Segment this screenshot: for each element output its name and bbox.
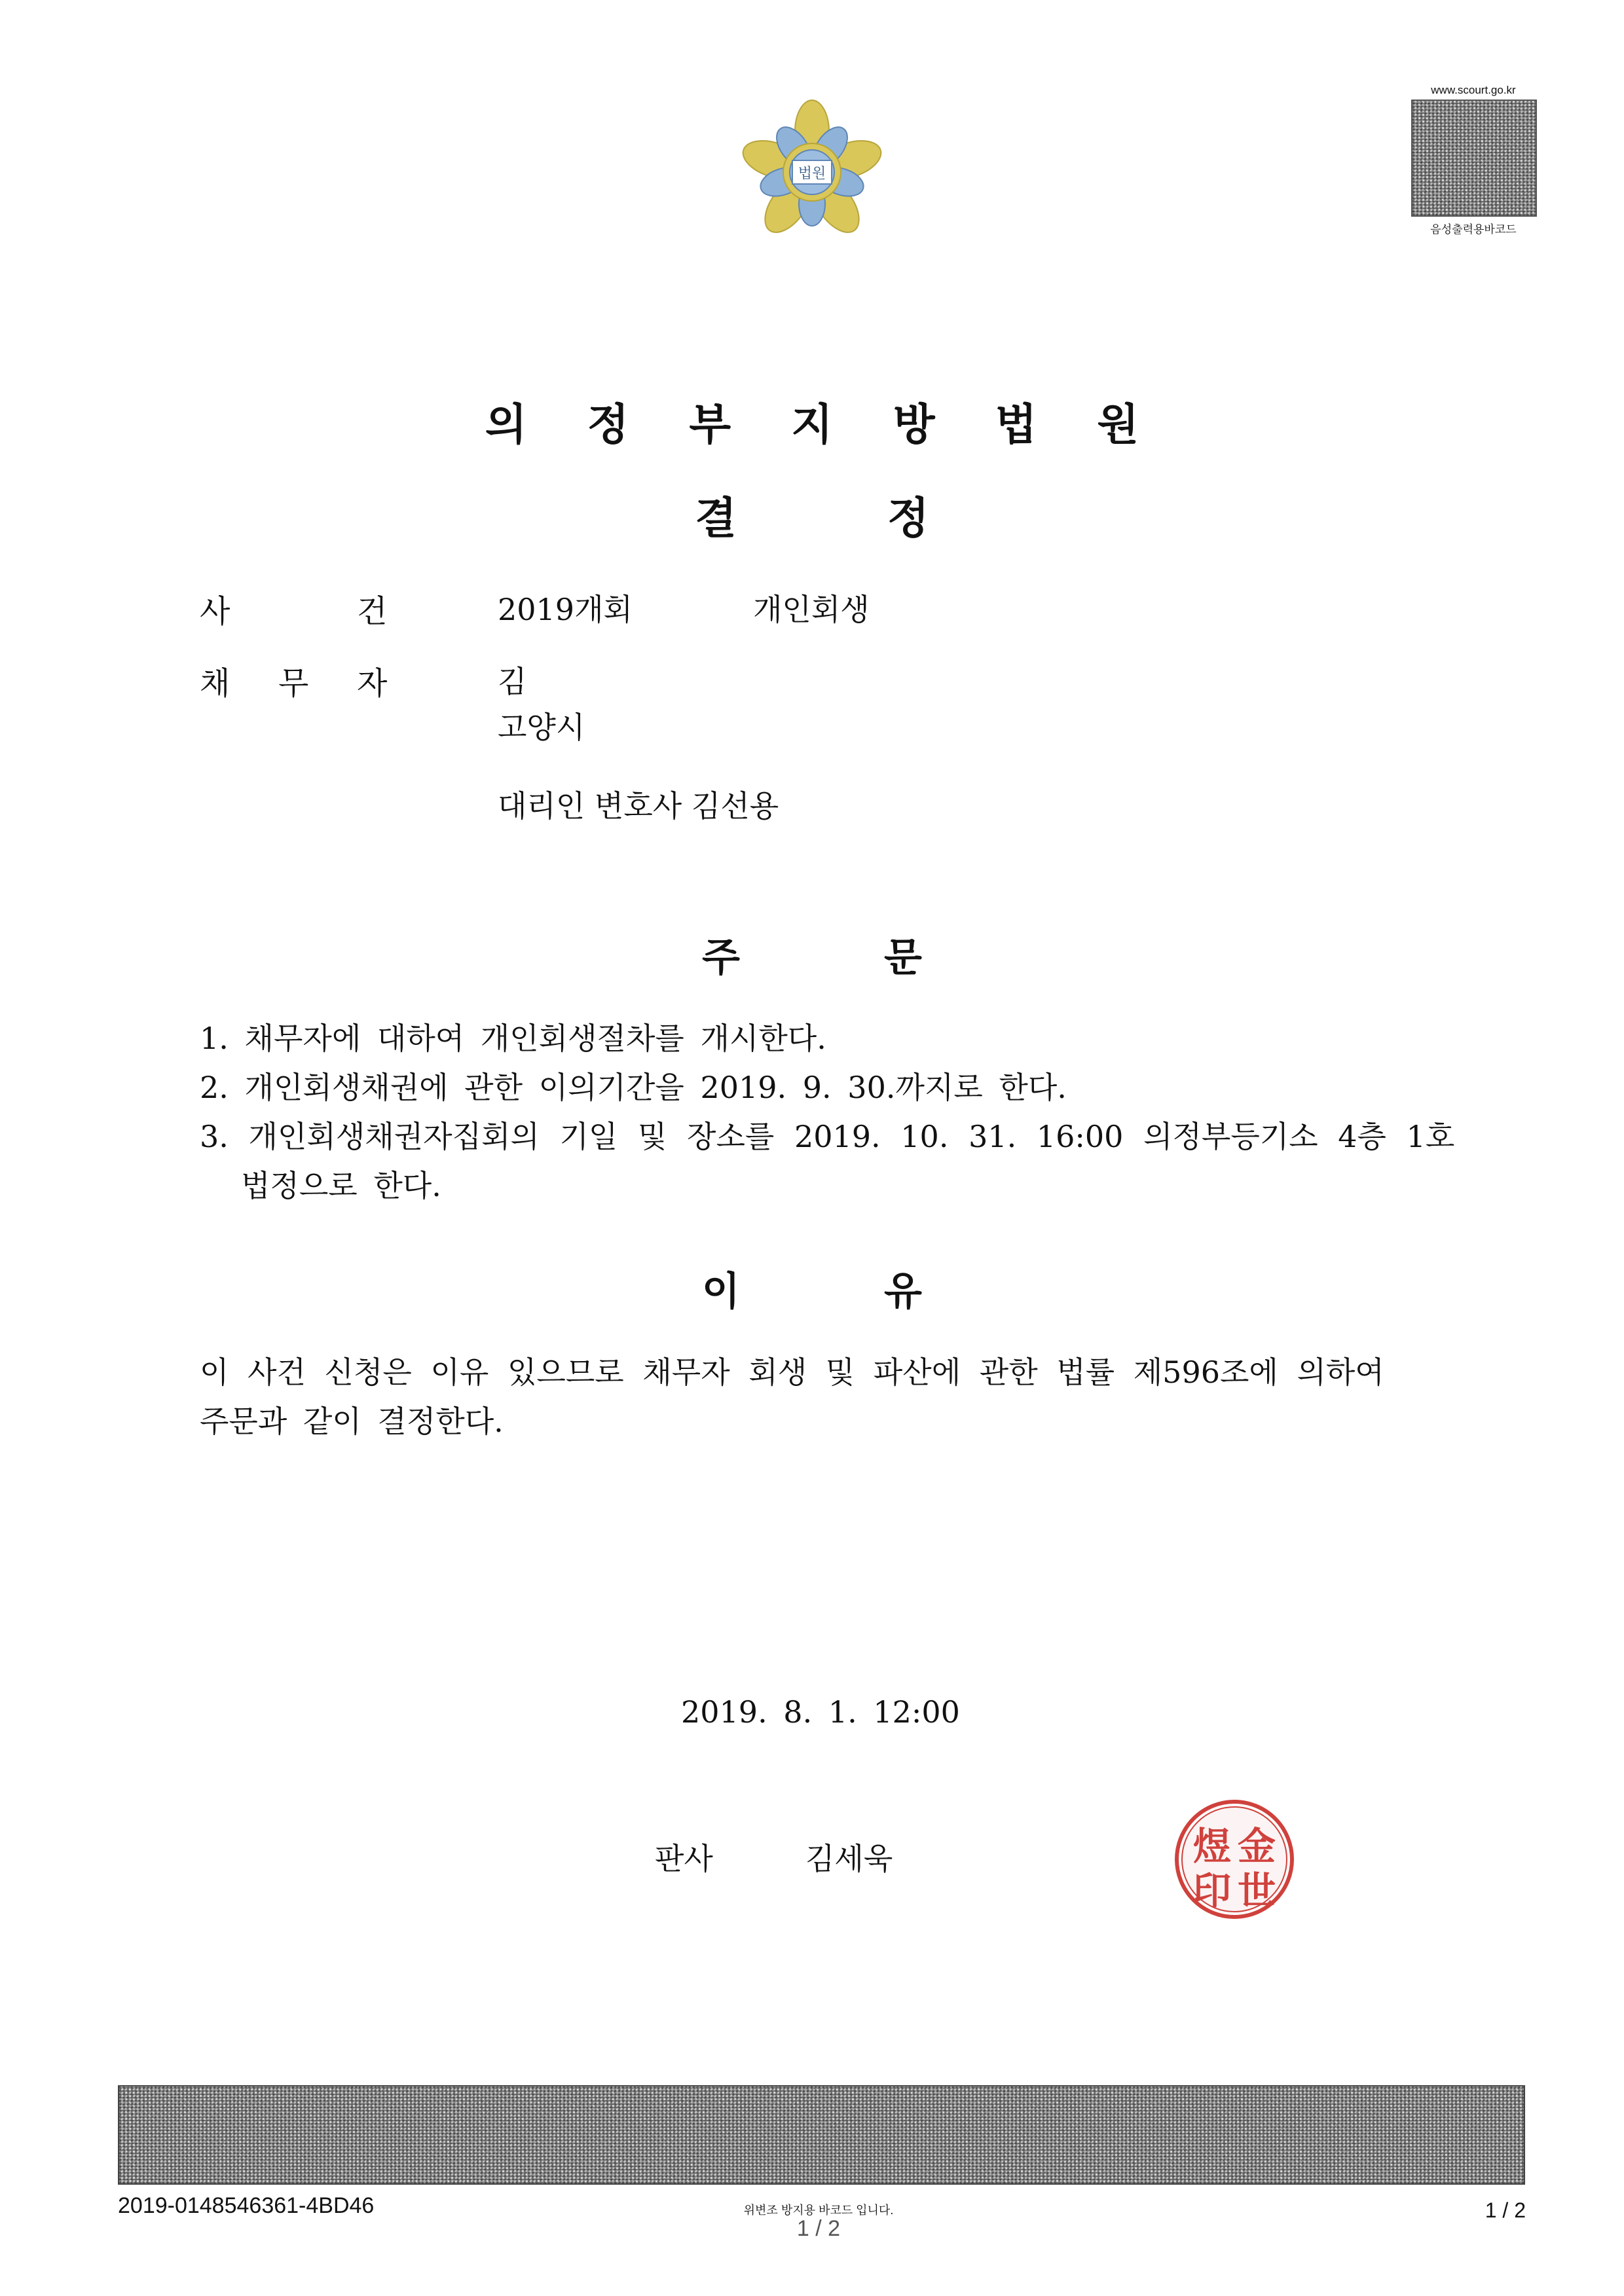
judge-title: 판사: [655, 1841, 713, 1876]
seal-icon: [1172, 1797, 1297, 1922]
court-name-char: 의: [485, 399, 527, 450]
qr-caption: 음성출력용바코드: [1430, 223, 1517, 236]
reason-heading-char: 이: [702, 1269, 740, 1315]
barcode-notice: 위변조 방지용 바코드 입니다.: [743, 2204, 894, 2217]
case-label-2: 건: [357, 593, 388, 630]
order-heading: [0, 926, 1624, 983]
anti-forgery-barcode: [118, 2085, 1525, 2185]
order-item-1: 1. 채무자에 대하여 개인회생절차를 개시한다.: [200, 1021, 826, 1056]
case-number: 2019개회: [498, 592, 633, 627]
judge-seal: [1172, 1797, 1297, 1922]
document-title-char: 결: [695, 493, 737, 543]
court-emblem: [737, 95, 887, 252]
document-id: 2019-0148546361-4BD46: [118, 2193, 375, 2218]
court-name-char: 방: [893, 399, 935, 450]
court-name: [0, 390, 1624, 452]
debtor-label-3: 자: [357, 665, 388, 702]
reason-heading: [0, 1260, 1624, 1317]
emblem-label: 법원: [798, 165, 826, 181]
reason-line-1: 이 사건 신청은 이유 있으므로 채무자 회생 및 파산에 관한 법률 제596조에 의하여: [200, 1355, 1384, 1390]
court-name-char: 정: [587, 399, 629, 450]
order-item-2: 2. 개인회생채권에 관한 이의기간을 2019. 9. 30.까지로 한다.: [200, 1070, 1067, 1105]
document-title-char: 정: [887, 493, 929, 543]
order-heading-char: 문: [884, 935, 922, 981]
case-label-1: 사: [200, 593, 231, 630]
debtor-address: 고양시: [498, 710, 585, 745]
court-name-char: 원: [1097, 399, 1139, 450]
reason-line-2: 주문과 같이 결정한다.: [200, 1404, 504, 1439]
qr-code: [1411, 100, 1537, 217]
court-name-char: 지: [791, 399, 833, 450]
order-item-3-cont: 법정으로 한다.: [241, 1168, 441, 1203]
court-name-char: 부: [689, 399, 731, 450]
decision-date: 2019. 8. 1. 12:00: [681, 1694, 960, 1730]
order-heading-char: 주: [702, 935, 740, 981]
seal-char: 煜: [1193, 1824, 1232, 1868]
document-title: [0, 483, 1624, 545]
case-type: 개인회생: [753, 592, 870, 627]
seal-char: 印: [1193, 1868, 1232, 1913]
seal-char: 世: [1238, 1868, 1276, 1913]
court-name-char: 법: [995, 399, 1037, 450]
debtor-label-1: 채: [200, 665, 231, 702]
debtor-label-2: 무: [278, 665, 309, 702]
debtor-name: 김: [498, 664, 527, 699]
page-number-right: 1 / 2: [1485, 2198, 1526, 2222]
order-item-3: 3. 개인회생채권자집회의 기일 및 장소를 2019. 10. 31. 16:00 의정부등기소 4층 1호: [200, 1119, 1455, 1154]
reason-heading-char: 유: [884, 1269, 922, 1315]
seal-char: 金: [1238, 1824, 1276, 1868]
debtor-agent: 대리인 변호사 김선용: [498, 788, 779, 824]
qr-url: www.scourt.go.kr: [1431, 84, 1516, 96]
judge-name: 김세욱: [805, 1841, 893, 1876]
page-number-center: 1 / 2: [796, 2216, 841, 2241]
